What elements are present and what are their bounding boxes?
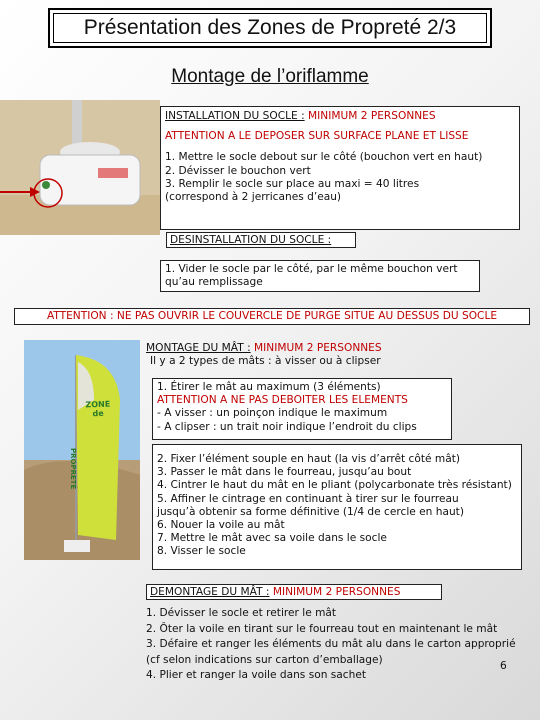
mat-attention-box [152,378,452,440]
mat-step: 6. Nouer la voile au mât [157,519,285,532]
demontage-heading-box [146,584,442,600]
mat-visser: - A visser : un poinçon indique le maximum [157,407,388,420]
demontage-step: 2. Ôter la voile en tirant sur le fourreau tout en maintenant le mât [146,622,498,635]
flag-word: de [92,408,104,419]
desinstallation-line: 1. Vider le socle par le côté, par le même bouchon vert [165,263,458,275]
pointer-arrow-icon [0,175,70,215]
page-subtitle: Montage de l’oriflamme [171,66,369,87]
demontage-step: (cf selon indications sur carton d’emballage) [146,653,383,666]
installation-note: (correspond à 2 jerricanes d’eau) [165,191,342,204]
installation-step: 1. Mettre le socle debout sur le côté (bouchon vert en haut) [165,151,483,164]
mat-heading-red: MINIMUM 2 PERSONNES [250,342,382,354]
page-number: 6 [500,660,507,672]
installation-socle-box [160,106,520,230]
mat-step: 7. Mettre le mât avec sa voile dans le socle [157,532,387,545]
mat-step: 2. Fixer l’élément souple en haut (la vis d’arrêt côté mât) [157,453,460,465]
mat-steps-box [152,444,522,570]
installation-attention: ATTENTION A LE DEPOSER SUR SURFACE PLANE ET LISSE [165,130,469,143]
demontage-step: 4. Plier et ranger la voile dans son sachet [146,669,367,681]
installation-step: 3. Remplir le socle sur place au maxi = 40 litres [165,177,420,190]
mat-step: 5. Affiner le cintrage en continuant à tirer sur le fourreau [157,492,459,505]
mat-step: 1. Étirer le mât au maximum (3 éléments) [157,381,381,393]
mat-step: 4. Cintrer le haut du mât en le pliant (polycarbonate très résistant) [157,479,512,492]
installation-heading-red: MINIMUM 2 PERSONNES [304,110,436,122]
page-title: Présentation des Zones de Propreté 2/3 [83,16,457,39]
demontage-step: 1. Dévisser le socle et retirer le mât [146,607,337,619]
desinstallation-heading: DESINSTALLATION DU SOCLE : [166,232,356,248]
mat-step: 3. Passer le mât dans le fourreau, jusqu’au bout [157,466,412,479]
mat-clipser: - A clipser : un trait noir indique l’endroit du clips [157,420,417,433]
flag-text [78,399,119,418]
installation-step: 2. Dévisser le bouchon vert [165,164,311,177]
flag-photo [24,340,140,560]
flag-illustration [24,340,140,560]
desinstallation-line: qu’au remplissage [165,276,263,289]
flag-word: ZONE [85,399,111,410]
demontage-heading: DEMONTAGE DU MÂT : [150,586,270,598]
flag-word: PROPRETÉ [69,448,77,490]
mat-attention: ATTENTION A NE PAS DEBOITER LES ELEMENTS [157,394,408,407]
purge-warning: ATTENTION : NE PAS OUVRIR LE COUVERCLE DE PURGE SITUE AU DESSUS DU SOCLE [14,308,530,325]
demontage-heading-red: MINIMUM 2 PERSONNES [269,586,401,598]
mat-heading: MONTAGE DU MÂT : [146,342,251,354]
installation-heading: INSTALLATION DU SOCLE : [165,110,305,122]
mat-step: 8. Visser le socle [157,545,246,558]
demontage-step: 3. Défaire et ranger les éléments du mât alu dans le carton approprié [146,638,516,650]
page-title-box [48,8,492,48]
desinstallation-box [160,260,480,292]
demontage-steps [146,606,526,684]
mat-section [146,342,382,368]
mat-types: Il y a 2 types de mâts : à visser ou à clipser [150,355,381,368]
mat-step: jusqu’à obtenir sa forme définitive (1/4 de cercle en haut) [157,505,464,518]
